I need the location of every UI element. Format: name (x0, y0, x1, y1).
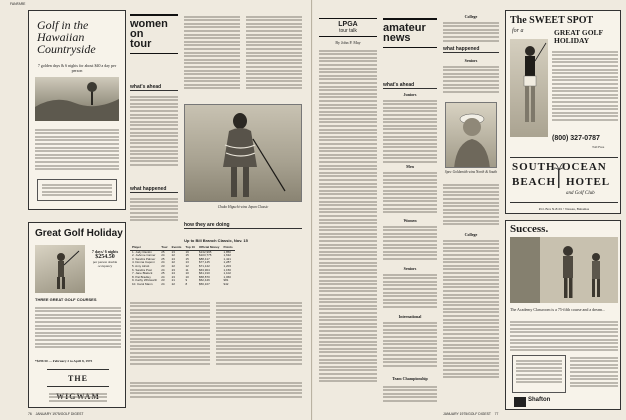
south-ocean-body-copy (552, 49, 618, 122)
south-ocean-address: P.O. Box N-8101 • Nassau, Bahamas (538, 207, 590, 211)
wigwam-golf-ad (28, 222, 126, 408)
amateur-women-copy (383, 224, 437, 262)
amateur-men-copy (383, 170, 437, 215)
amateur-international-copy (383, 320, 437, 368)
table-cell: 22 (171, 253, 175, 258)
higuchi-photo (184, 104, 302, 202)
table-cell: 5. Amy Alcott (132, 263, 150, 268)
tournament-results-2 (246, 14, 302, 91)
amateur-international-heading: International (398, 314, 422, 319)
table-cell: 12 (185, 263, 189, 268)
table-cell: 21 (171, 278, 175, 283)
brand-south: SOUTH (512, 161, 556, 173)
table-cell: 981 (223, 278, 229, 283)
college-seniors-copy (443, 64, 499, 94)
table-cell: 24 (161, 274, 165, 279)
amateur-whats-ahead: what's ahead (383, 82, 437, 89)
brand-hotel: HOTEL (566, 176, 611, 188)
page-number-left: 76 (28, 412, 32, 416)
women-heading-line-3: tour (130, 38, 152, 50)
amateur-seniors-copy (383, 272, 437, 310)
amateur-juniors-copy (383, 98, 437, 164)
table-cell: 13 (185, 260, 189, 265)
table-cell: 11 (185, 267, 189, 272)
table-cell: 22 (171, 260, 175, 265)
shafton-logo-mark (514, 397, 526, 407)
table-cell: $71,122 (198, 263, 210, 268)
college-heading: College (464, 14, 478, 19)
table-cell: 10 (185, 271, 189, 276)
standings-table-title: Up to Bill Branch Classic, Nov. 15 (184, 238, 248, 243)
standings-table-body (130, 246, 235, 287)
standings-footnote (130, 380, 302, 400)
golfers-on-course-image (510, 237, 618, 303)
hawaii-title-line-3: Countryside (37, 42, 96, 56)
how-they-are-doing-heading: how they are doing (184, 222, 302, 229)
table-row (130, 283, 235, 287)
table-cell: $88,417 (198, 256, 210, 261)
golfer-woman-image (185, 105, 302, 202)
table-cell: 1,850 (223, 249, 231, 254)
table-cell: 23 (171, 267, 175, 272)
table-cell: $52,446 (198, 278, 210, 283)
table-cell: 15 (185, 256, 189, 261)
table-cell: 22 (171, 263, 175, 268)
table-cell: 25 (161, 271, 165, 276)
table-cell: 1,102 (223, 271, 231, 276)
wigwam-address (49, 391, 107, 403)
higuchi-photo-caption: Chako Higuchi wins Japan Classic (217, 205, 269, 209)
column-header: Points (223, 245, 233, 249)
wigwam-offer-price: $254.50 (95, 254, 115, 260)
hawaii-ad-title (37, 19, 96, 55)
amateur-women-heading: Women (403, 218, 417, 223)
lpga-body-copy (319, 48, 377, 384)
standings-table (130, 246, 235, 287)
amateur-news-heading (383, 18, 437, 48)
goldsmith-photo-caption: Spec Goldsmith wins North & South (444, 170, 498, 174)
wigwam-price-line: *$299.50 — February 2 to April 8, 1975 (35, 359, 93, 363)
column-header: Top 10 (185, 245, 195, 249)
lpga-heading (319, 18, 377, 37)
table-cell: 23 (171, 274, 175, 279)
table-cell: 1,150 (223, 267, 231, 272)
senior-golfer-portrait (446, 103, 497, 168)
hawaii-landscape-image (35, 77, 119, 121)
table-cell: 10 (185, 274, 189, 279)
table-cell: 1,203 (223, 263, 231, 268)
success-golfers-photo (510, 237, 618, 303)
success-side-copy (570, 355, 618, 389)
what-happened-heading: what happened (130, 186, 178, 193)
wigwam-golfer-photo (35, 245, 85, 293)
lpga-subtitle: tour talk (339, 28, 357, 34)
table-cell: $50,107 (198, 281, 210, 286)
lpga-title: LPGA (338, 21, 358, 28)
amateur-heading-line-1: amateur (383, 22, 426, 34)
table-cell: 1,421 (223, 256, 231, 261)
table-cell: 25 (161, 256, 165, 261)
table-cell: 15 (185, 253, 189, 258)
table-cell: 6. Sandra Post (132, 267, 152, 272)
wigwam-logo: THE (47, 369, 109, 387)
table-cell: 8 (185, 281, 188, 286)
wigwam-body-copy (35, 305, 121, 350)
table-cell: $63,904 (198, 267, 210, 272)
table-cell: 942 (223, 281, 229, 286)
wigwam-offer (87, 249, 123, 268)
tournament-results-1 (184, 14, 240, 91)
table-cell: 23 (161, 263, 165, 268)
table-cell: 3. Sandra Palmer (132, 256, 156, 261)
folio-top: FANFARE (10, 2, 26, 6)
south-ocean-phone[interactable]: (800) 327-0787 (552, 135, 600, 142)
wigwam-ad-title: Great Golf Holiday (35, 228, 123, 239)
palm-tree-icon (554, 162, 564, 188)
table-cell: 2. JoAnne Carner (132, 253, 156, 258)
table-cell: 4. Donna Caponi (132, 260, 155, 265)
table-cell: 1. Judy Rankin (132, 249, 152, 254)
woman-golfer-photo (510, 39, 548, 137)
hawaii-golf-ad (28, 10, 126, 210)
amateur-team-copy (383, 384, 437, 404)
left-page (0, 0, 312, 420)
column-header: Tour (161, 245, 168, 249)
table-cell: 24 (161, 253, 165, 258)
college-what-happened: what happened (443, 46, 499, 53)
column-header: Player (130, 246, 159, 250)
table-cell: 7. Jane Blalock (132, 271, 153, 276)
table-cell: $61,310 (198, 271, 210, 276)
table-cell: 24 (171, 256, 175, 261)
college-copy (443, 20, 499, 43)
south-ocean-beach-ad (505, 10, 621, 214)
table-cell: 24 (161, 267, 165, 272)
college-results-copy (443, 182, 499, 227)
success-body-copy (510, 319, 618, 353)
wigwam-offer-days: 7 days/ 6 nights (91, 249, 119, 254)
hawaii-coupon[interactable] (37, 179, 117, 201)
whats-ahead-copy (130, 94, 178, 167)
amateur-juniors-heading: Juniors (403, 92, 417, 97)
south-ocean-logo (510, 157, 618, 203)
success-caption-lead: The Academy Classroom is a 75-fifth course and a dream... (510, 307, 606, 312)
women-heading-line-2: on (130, 28, 144, 40)
column-header: Official Money (198, 245, 220, 249)
table-cell: 10. Carol Mann (132, 281, 153, 286)
table-cell: 8. Pat Bradley (132, 274, 151, 279)
lpga-byline: By John P. May (335, 40, 361, 45)
hawaii-ad-subtitle: 7 golden days & 6 nights for about $40 a day per person (37, 63, 117, 73)
table-cell: 25 (161, 249, 165, 254)
table-cell: 23 (161, 278, 165, 283)
table-cell: 9. Kathy Whitworth (132, 278, 158, 283)
amateur-team-heading: Team Championship (392, 376, 428, 381)
footer-left (28, 412, 84, 416)
journal-title-right: JANUARY 1975/GOLF DIGEST (443, 412, 491, 416)
wigwam-body-title: THREE GREAT GOLF COURSES (35, 297, 97, 302)
toll-free-label: Toll Free (592, 145, 605, 149)
brand-beach: BEACH (512, 176, 557, 188)
table-cell: 1,287 (223, 260, 231, 265)
college-heading-2: College (464, 232, 478, 237)
whats-ahead-heading: what's ahead (130, 84, 178, 91)
great-golf-holiday-title: GREAT GOLF HOLIDAY (554, 28, 603, 45)
hawaii-body-copy (35, 127, 119, 172)
table-cell: 22 (171, 281, 175, 286)
brand-golf-club: and Golf Club (566, 191, 595, 196)
right-page (313, 0, 626, 420)
page-number-right: 77 (494, 412, 499, 416)
golfer-image (35, 245, 85, 293)
sweet-spot-title: The SWEET SPOT (510, 15, 594, 26)
brand-ocean: OCEAN (562, 161, 607, 173)
table-cell: 1,632 (223, 253, 231, 258)
hawaii-title-line-2: Hawaiian (37, 30, 85, 44)
success-ad (505, 220, 621, 410)
table-cell: 24 (171, 271, 175, 276)
success-title: Success. (510, 223, 549, 235)
table-cell: $103,775 (198, 253, 212, 258)
footer-right (443, 412, 498, 416)
college-seniors-heading: Seniors (464, 58, 478, 63)
what-happened-copy (130, 196, 178, 223)
table-cell: $58,870 (198, 274, 210, 279)
journal-title-left: JANUARY 1975/GOLF DIGEST (35, 412, 84, 416)
women-on-tour-heading (130, 14, 178, 54)
college-copy-2 (443, 238, 499, 380)
standings-more-1 (130, 300, 210, 366)
table-cell: 9 (185, 278, 188, 283)
table-cell: $77,145 (198, 260, 210, 265)
amateur-seniors-heading: Seniors (403, 266, 417, 271)
women-heading-line-1: women (130, 18, 168, 30)
table-cell: 24 (161, 281, 165, 286)
sweet-spot-title-2: for a (512, 28, 524, 34)
table-cell: 23 (171, 249, 175, 254)
table-cell: 24 (161, 260, 165, 265)
woman-golfer-image (510, 39, 548, 137)
standings-more-2 (216, 300, 302, 366)
amateur-heading-line-2: news (383, 32, 411, 44)
hawaii-course-photo (35, 77, 119, 121)
success-coupon[interactable] (512, 355, 566, 393)
wigwam-offer-terms: per person double occupancy (92, 260, 118, 269)
hawaii-title-line-1: Golf in the (37, 18, 89, 32)
column-header: Events (171, 245, 182, 249)
goldsmith-photo (445, 102, 497, 168)
amateur-men-heading: Men (406, 164, 414, 169)
shafton-brand: Shafton (528, 397, 551, 403)
table-cell: $132,995 (198, 249, 212, 254)
table-cell: 19 (185, 249, 189, 254)
table-cell: 1,060 (223, 274, 231, 279)
